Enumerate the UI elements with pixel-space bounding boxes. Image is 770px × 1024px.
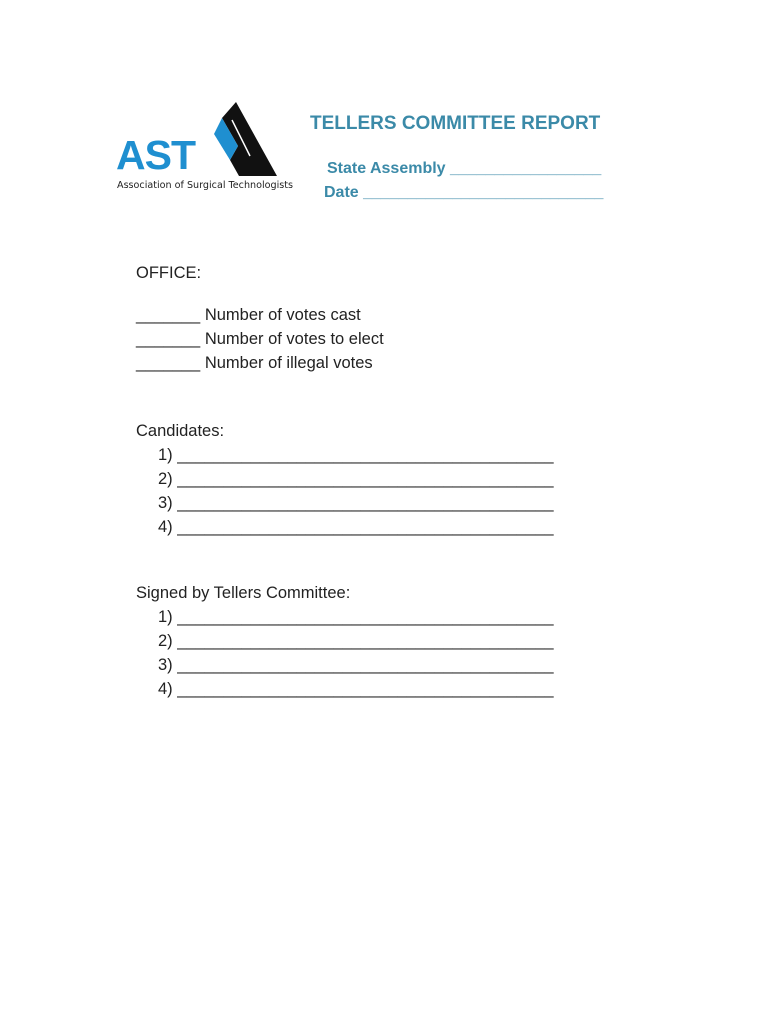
candidate-line-2[interactable]: 2) _________________________________________ xyxy=(158,470,554,488)
signature-line-4[interactable]: 4) _________________________________________ xyxy=(158,680,554,698)
signature-line-2[interactable]: 2) _________________________________________ xyxy=(158,632,554,650)
votes-to-elect-field[interactable]: _______ Number of votes to elect xyxy=(136,330,384,348)
report-title: TELLERS COMMITTEE REPORT xyxy=(310,113,601,134)
candidates-label: Candidates: xyxy=(136,422,225,440)
ast-logo xyxy=(114,100,294,196)
logo-subtitle: Association of Surgical Technologists xyxy=(117,180,294,191)
office-label: OFFICE: xyxy=(136,264,202,282)
candidate-line-4[interactable]: 4) _________________________________________ xyxy=(158,518,554,536)
votes-cast-field[interactable]: _______ Number of votes cast xyxy=(136,306,361,324)
candidate-line-1[interactable]: 1) _________________________________________ xyxy=(158,446,554,464)
signed-by-label: Signed by Tellers Committee: xyxy=(136,584,351,602)
state-assembly-field[interactable]: State Assembly _________________ xyxy=(327,160,602,177)
date-field[interactable]: Date ___________________________ xyxy=(324,184,604,201)
logo-ast-text: AST xyxy=(116,132,195,178)
candidate-line-3[interactable]: 3) _________________________________________ xyxy=(158,494,554,512)
signature-line-1[interactable]: 1) _________________________________________ xyxy=(158,608,554,626)
illegal-votes-field[interactable]: _______ Number of illegal votes xyxy=(136,354,373,372)
signature-line-3[interactable]: 3) _________________________________________ xyxy=(158,656,554,674)
